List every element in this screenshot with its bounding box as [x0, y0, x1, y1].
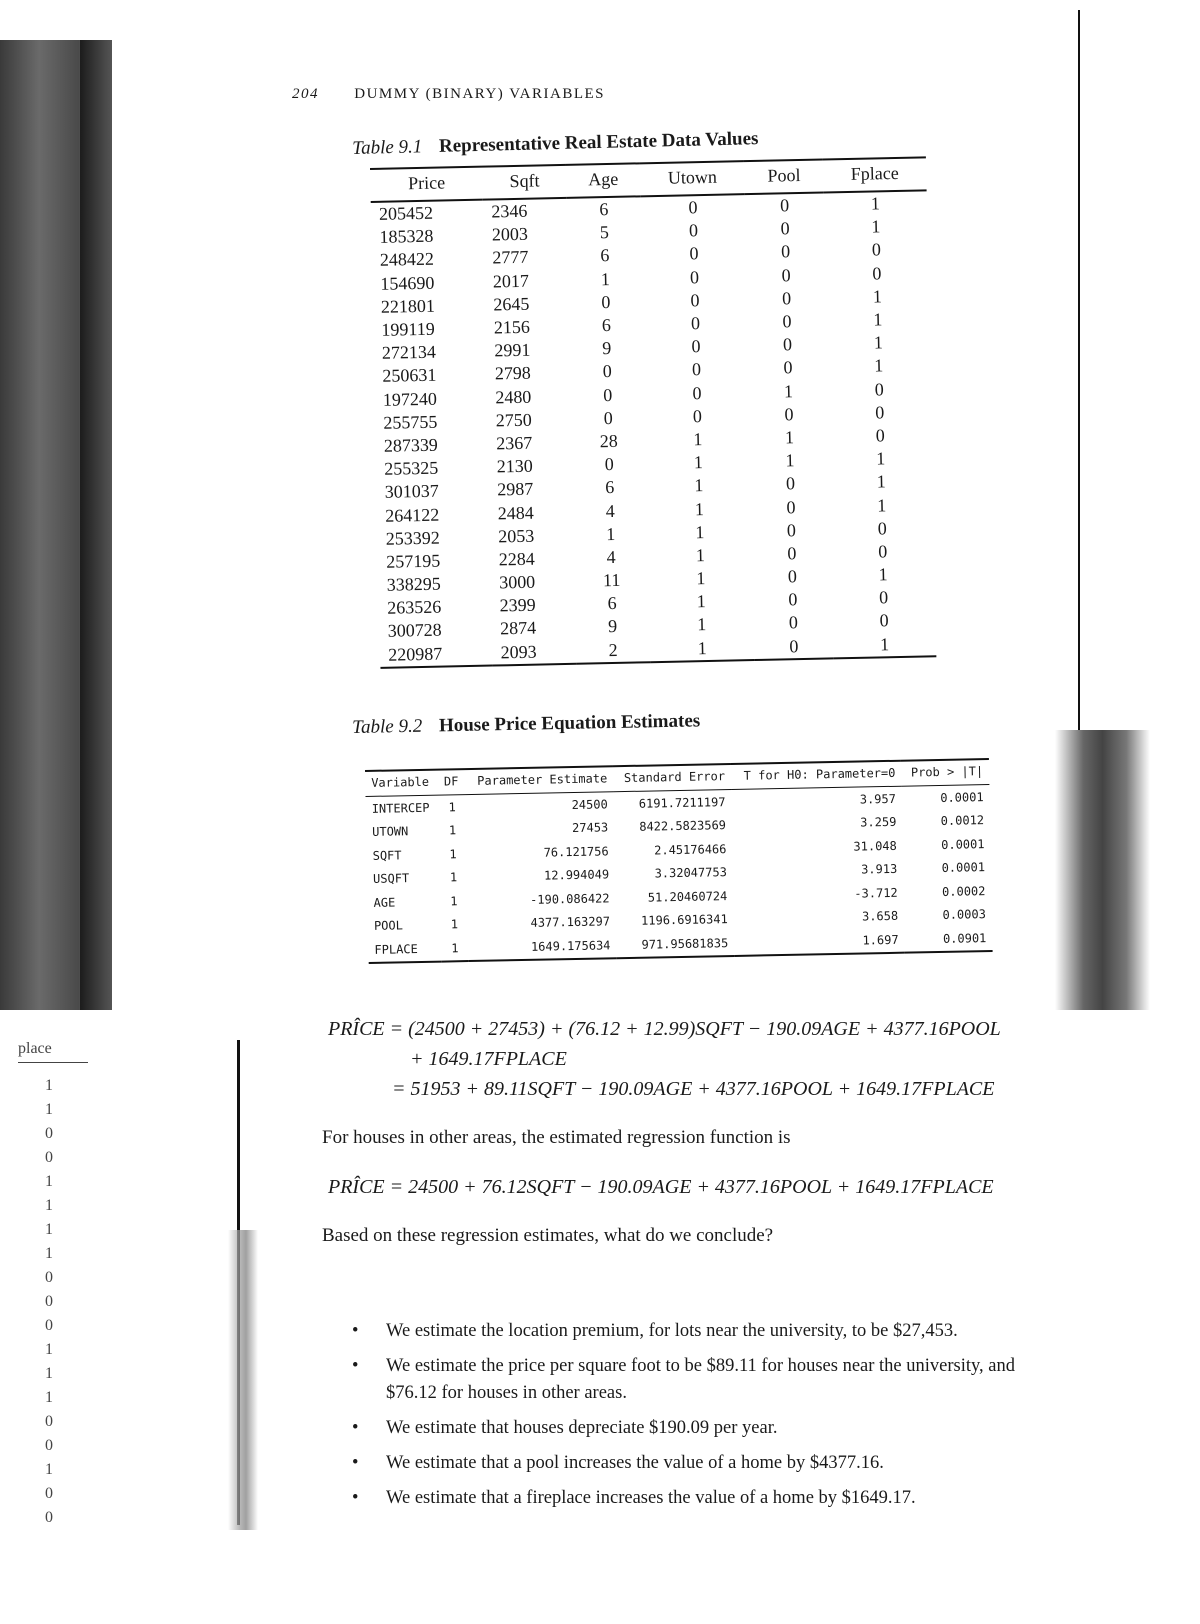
table-cell: 264122	[385, 504, 440, 526]
table-cell: 1	[696, 568, 706, 589]
table-cell: 0	[781, 264, 791, 286]
table-cell: 0	[691, 359, 702, 380]
bullet-text: We estimate the location premium, for lots near the university, to be $27,453.	[386, 1321, 958, 1341]
table-cell: 2874	[499, 618, 537, 639]
table-cell: 1	[878, 564, 888, 585]
table-cell: 2484	[497, 502, 534, 523]
table-cell: 0	[783, 357, 793, 378]
table-cell: 287339	[383, 434, 439, 456]
table1-caption	[352, 128, 759, 160]
table-cell: 0	[879, 610, 889, 631]
equation-1-line-2: + 1649.17FPLACE	[410, 1048, 567, 1070]
table-cell: UTOWN	[372, 824, 409, 840]
table-cell: 154690	[380, 272, 435, 294]
table-cell: 3.259	[860, 815, 897, 830]
table-cell: 0	[691, 336, 701, 357]
table-cell: 1	[448, 800, 456, 815]
table-cell: 0	[692, 405, 703, 427]
table2-caption	[352, 710, 700, 739]
fragment-value: 0	[45, 1125, 53, 1142]
table-cell: 2987	[497, 478, 534, 500]
table-cell: 3.913	[860, 862, 898, 877]
table-cell: 0.0002	[941, 883, 986, 899]
list-item	[352, 1450, 1052, 1477]
bullet-text: We estimate that a fireplace increases the value of a home by $1649.17.	[386, 1488, 916, 1508]
table-cell: 1	[450, 917, 459, 932]
table-cell: 1	[877, 494, 887, 515]
fragment-value: 0	[45, 1437, 53, 1454]
bullet-text: We estimate the price per square foot to be $89.11 for houses near the university, and $76.12 for houses in other areas.	[386, 1356, 1016, 1403]
table-cell: 272134	[381, 341, 437, 364]
table-cell: 1	[785, 450, 795, 471]
table-cell: 0	[754, 634, 833, 660]
table-cell: 1	[693, 429, 703, 450]
table-cell: 6	[607, 593, 617, 614]
table-cell: 2284	[498, 548, 535, 570]
table-cell: 28	[599, 430, 618, 452]
fragment-value: 1	[45, 1365, 53, 1382]
table-cell: 2.45176466	[654, 841, 727, 858]
table-cell: 3.957	[859, 791, 897, 807]
page-number: 204	[292, 86, 319, 102]
table-cell: 1196.6916341	[640, 912, 728, 928]
table-cell: 1	[784, 427, 795, 448]
table-cell: 0	[689, 266, 700, 287]
table-cell: 51.20460724	[647, 888, 728, 905]
scan-smudge-right	[1055, 730, 1150, 1010]
list-item	[352, 1353, 1052, 1407]
table-cell: 0	[878, 587, 889, 608]
fragment-value: 1	[45, 1461, 53, 1478]
table-cell: 76.121756	[543, 844, 609, 860]
table-cell: 0.0012	[940, 813, 985, 829]
table-cell: 1649.175634	[468, 933, 616, 960]
table-cell: 6	[599, 199, 609, 220]
table-cell: 257195	[386, 550, 441, 572]
table-cell: 0	[786, 496, 796, 517]
paragraph-other-areas: For houses in other areas, the estimated regression function is	[322, 1127, 791, 1148]
table-cell: 0	[689, 243, 699, 264]
table-cell: 1	[870, 193, 881, 214]
scan-edge-line-right	[1078, 10, 1080, 730]
table2-column-header: Variable	[365, 770, 438, 797]
list-item	[352, 1318, 1052, 1345]
table2-title: House Price Equation Estimates	[438, 710, 701, 737]
table-cell: 2367	[496, 432, 533, 454]
table-cell: 6	[600, 245, 610, 266]
table-cell: 253392	[385, 527, 440, 549]
paragraph-conclusion-question: Based on these regression estimates, what do we conclude?	[322, 1225, 774, 1246]
table-cell: 2991	[494, 339, 531, 361]
bullet-text: We estimate that a pool increases the value of a home by $4377.16.	[386, 1453, 884, 1473]
bullet-icon: •	[352, 1356, 359, 1376]
table1-column-header: Pool	[744, 160, 823, 195]
table1-column-header: Fplace	[823, 157, 927, 192]
table-cell: 220987	[380, 641, 493, 668]
table-cell: 0	[780, 241, 791, 262]
fragment-value: 0	[45, 1269, 53, 1286]
conclusions-list	[352, 1318, 1052, 1520]
table1-column-header: Age	[566, 163, 641, 198]
table-cell: POOL	[373, 918, 404, 934]
table-cell: 1	[873, 332, 884, 353]
table-cell: 1	[600, 268, 611, 289]
table-cell: 6191.7211197	[638, 794, 726, 811]
table-cell: 1	[694, 498, 705, 519]
table-cell: 263526	[387, 596, 442, 619]
table-cell: 0	[785, 473, 796, 494]
table-cell: 0	[603, 384, 613, 405]
table-cell: 2750	[495, 409, 532, 431]
table-cell: 3.658	[861, 909, 899, 924]
fragment-value: 0	[45, 1485, 53, 1502]
bullet-text: We estimate that houses depreciate $190.09 per year.	[386, 1418, 778, 1438]
bullet-icon: •	[352, 1488, 359, 1508]
scan-shadow-binding	[80, 40, 112, 1010]
table-cell: 205452	[378, 202, 434, 224]
table-cell: 27453	[571, 820, 609, 836]
table-cell: 250631	[382, 365, 437, 387]
table-cell: 0	[872, 262, 882, 284]
table1-title: Representative Real Estate Data Values	[438, 128, 759, 157]
table-cell: 4377.163297	[530, 914, 611, 931]
table-cell: 0	[875, 425, 885, 446]
table2-column-header: Parameter Estimate	[465, 766, 613, 794]
table-cell: 255755	[383, 411, 438, 433]
fragment-values	[18, 1077, 88, 1533]
table-cell: 1	[449, 847, 457, 862]
list-item	[352, 1415, 1052, 1442]
fragment-value: 1	[45, 1101, 53, 1118]
table-cell: 8422.5823569	[639, 818, 727, 834]
real-estate-data-table	[370, 156, 936, 668]
table-cell: 0	[786, 519, 797, 541]
table-cell: 255325	[384, 457, 439, 479]
table-cell: 0	[779, 195, 790, 216]
table-cell: 0	[782, 334, 793, 355]
table-cell: INTERCEP	[371, 800, 430, 816]
table-cell: 1	[695, 521, 705, 542]
table-cell: FPLACE	[368, 937, 441, 963]
price-equation-estimates-table	[365, 758, 993, 963]
table-cell: 1	[871, 216, 881, 237]
table-cell: 1	[874, 355, 884, 376]
table-cell: 3000	[498, 571, 536, 593]
table-cell: 2017	[492, 270, 530, 292]
table-cell: 0	[780, 218, 790, 239]
fragment-value: 0	[45, 1413, 53, 1430]
table-cell: 0	[688, 220, 699, 241]
table-cell: SQFT	[372, 848, 402, 863]
table-cell: 185328	[379, 225, 434, 248]
table-cell: 1	[833, 632, 936, 658]
table-cell: 1	[605, 523, 616, 544]
table-cell: 2645	[493, 293, 530, 315]
table1-body	[371, 190, 937, 667]
fragment-value: 1	[45, 1197, 53, 1214]
section-title: DUMMY (BINARY) VARIABLES	[354, 86, 605, 102]
table-cell: 1	[872, 286, 883, 307]
equation-1-line-1: PRÎCE = (24500 + 27453) + (76.12 + 12.99)SQFT − 190.09AGE + 4377.16POOL	[328, 1018, 1001, 1040]
fragment-value: 1	[45, 1173, 53, 1190]
table-cell: 2053	[498, 525, 535, 547]
table-cell: 2156	[493, 316, 531, 338]
table2-column-header: Standard Error	[613, 764, 731, 792]
scan-smudge	[228, 1230, 258, 1530]
table-cell: 2798	[494, 363, 532, 384]
table-cell: 0.0001	[941, 836, 985, 852]
table-cell: 300728	[387, 620, 442, 642]
table-cell: 0	[690, 289, 700, 311]
fragment-value: 1	[45, 1389, 53, 1406]
table-cell: 2480	[495, 386, 532, 408]
table-cell: 0	[787, 566, 798, 587]
bullet-icon: •	[352, 1321, 359, 1341]
table-cell: 2	[576, 638, 650, 664]
table2-body	[366, 785, 993, 963]
fragment-header: place	[18, 1040, 88, 1063]
table1-column-header: Utown	[640, 161, 745, 196]
table-cell: 1	[783, 380, 794, 401]
table-cell: 2130	[496, 455, 533, 477]
table-cell: 2346	[491, 200, 528, 222]
table-cell: 1	[449, 870, 458, 885]
table-cell: 0	[601, 291, 611, 313]
table-cell: 12.994049	[543, 867, 610, 883]
table-cell: 971.95681835	[616, 931, 734, 958]
table-cell: 0	[788, 589, 798, 610]
table-cell: 1	[650, 636, 755, 662]
table2-column-header: Prob > |T|	[901, 759, 989, 786]
fragment-value: 1	[45, 1245, 53, 1262]
table-cell: 0	[877, 517, 887, 539]
table-cell: 338295	[386, 573, 441, 595]
table-cell: 1	[697, 614, 707, 635]
table-cell: 0.0001	[941, 860, 986, 876]
table-cell: 1	[441, 936, 469, 961]
table-cell: 1	[693, 452, 704, 473]
table-cell: 0	[784, 403, 794, 425]
table-cell: 0.0003	[942, 907, 987, 923]
table2-column-header: DF	[438, 769, 466, 795]
table-cell: 2777	[492, 247, 529, 268]
table-cell: 1	[696, 591, 707, 612]
table-cell: 1	[448, 823, 457, 838]
fragment-value: 1	[45, 1341, 53, 1358]
table-cell: -3.712	[854, 885, 898, 901]
running-head	[292, 86, 605, 103]
table-cell: -190.086422	[529, 891, 610, 907]
table-cell: AGE	[373, 895, 396, 910]
table-cell: 2003	[491, 223, 529, 245]
table-cell: 0	[781, 288, 792, 309]
list-item	[352, 1485, 1052, 1512]
table-cell: 4	[605, 500, 615, 521]
table-cell: 1	[873, 309, 883, 330]
table-cell: 1.697	[734, 928, 905, 956]
table-cell: 0	[874, 378, 885, 400]
table-cell: 11	[602, 569, 621, 591]
fragment-value: 1	[45, 1077, 53, 1094]
fragment-value: 0	[45, 1149, 53, 1166]
equation-2: PRÎCE = 24500 + 76.12SQFT − 190.09AGE + 4377.16POOL + 1649.17FPLACE	[328, 1176, 994, 1198]
table-cell: 9	[607, 616, 618, 637]
table-cell: 199119	[381, 318, 435, 340]
table-cell: 6	[605, 477, 615, 498]
table1-number: Table 9.1	[352, 136, 423, 159]
table2-number: Table 9.2	[352, 715, 423, 738]
table-cell: 6	[601, 315, 612, 336]
table-cell: 197240	[382, 388, 438, 410]
table-cell: 3.32047753	[654, 865, 727, 881]
table-cell: 1	[695, 544, 706, 566]
table1-column-header: Sqft	[482, 165, 566, 200]
fragment-value: 0	[45, 1293, 53, 1310]
table-cell: 0	[603, 407, 613, 428]
table-cell: 248422	[379, 249, 435, 271]
table-cell: 1	[876, 471, 886, 492]
table-cell: 9	[602, 338, 612, 359]
fragment-value: 0	[45, 1509, 53, 1526]
table-cell: 0	[877, 541, 888, 562]
table2-column-header: T for H0: Parameter=0	[731, 761, 902, 790]
table-cell: 24500	[571, 797, 608, 812]
table-cell: 0	[787, 543, 797, 564]
table-cell: 0	[871, 239, 882, 260]
table-cell: 1	[450, 893, 458, 909]
table-cell: 4	[606, 546, 616, 568]
bullet-icon: •	[352, 1453, 359, 1473]
table-cell: 5	[599, 222, 610, 243]
table-cell: 0	[692, 382, 702, 403]
table-cell: 2399	[499, 594, 536, 616]
table-cell: 31.048	[853, 838, 897, 854]
table-cell: 0.0001	[940, 789, 984, 805]
table1-column-header: Price	[370, 167, 483, 202]
fragment-value: 0	[45, 1317, 53, 1334]
table-cell: 0	[788, 612, 799, 633]
table-cell: USQFT	[372, 871, 410, 887]
table-cell: 1	[876, 448, 886, 469]
table-cell: 0	[602, 361, 613, 382]
table-cell: 221801	[380, 295, 436, 317]
fragment-value: 1	[45, 1221, 53, 1238]
table-cell: 0	[688, 197, 698, 218]
table-cell: 301037	[384, 480, 439, 503]
table-cell: 1	[694, 475, 704, 496]
equation-1-line-3: = 51953 + 89.11SQFT − 190.09AGE + 4377.16POOL + 1649.17FPLACE	[392, 1078, 995, 1100]
table-cell: 0.0901	[904, 926, 992, 952]
table-cell: 0	[782, 311, 792, 332]
bullet-icon: •	[352, 1418, 359, 1438]
table-cell: 0	[875, 402, 885, 423]
table-cell: 0	[690, 313, 701, 334]
left-page-fragment	[18, 1040, 88, 1533]
table-cell: 0	[604, 454, 614, 475]
table-cell: 2093	[492, 639, 576, 665]
